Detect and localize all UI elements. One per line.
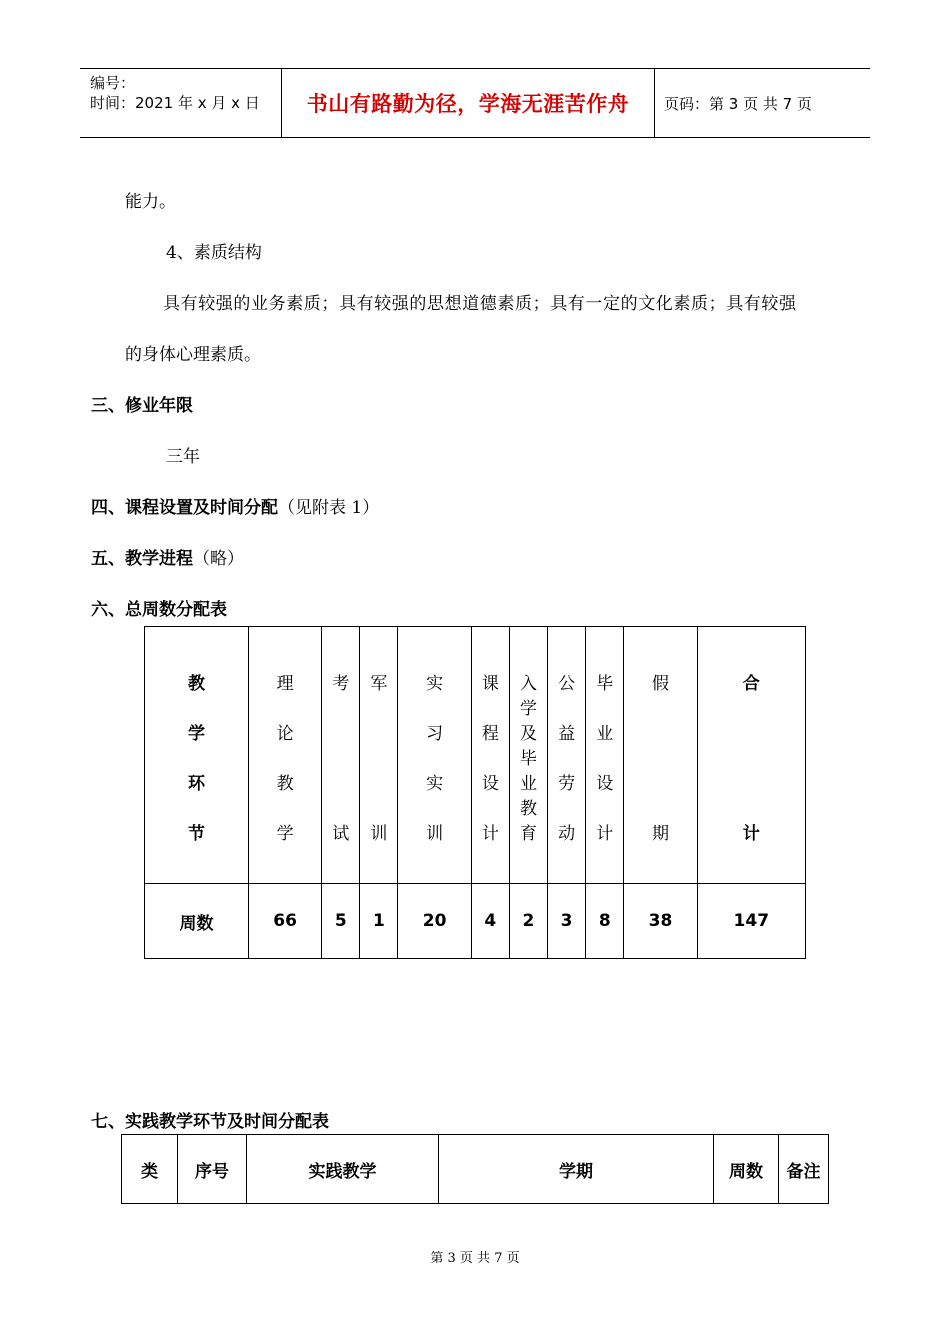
header-char: 计 (481, 824, 499, 844)
header-char: 论 (276, 724, 294, 744)
header-char: 公 (558, 674, 576, 694)
header-char: 计 (742, 824, 760, 844)
section-note: （略） (193, 549, 244, 569)
header-char: 设 (481, 774, 499, 794)
header-cell: 备注 (779, 1135, 829, 1204)
text-line: 能力。 (125, 192, 176, 212)
header-cell: 序号 (178, 1135, 247, 1204)
header-char: 合 (742, 674, 760, 694)
header-char: 及 (519, 724, 537, 744)
header-char: 军 (370, 674, 388, 694)
section-note: （见附表 1） (278, 498, 380, 518)
column-header-cell (471, 627, 509, 884)
header-cell: 实践教学 (247, 1135, 439, 1204)
column-header-cell (586, 627, 624, 884)
column-header-cell (624, 627, 697, 884)
header-char: 动 (558, 824, 576, 844)
header-char: 毕 (519, 749, 537, 769)
column-header-cell (248, 627, 321, 884)
header-char: 学 (519, 699, 537, 719)
header-cell: 周数 (714, 1135, 779, 1204)
number-label: 编号： (90, 74, 136, 92)
value-cell: 8 (586, 884, 624, 959)
header-char: 节 (187, 824, 205, 844)
value-cell: 3 (548, 884, 586, 959)
header-char: 劳 (558, 774, 576, 794)
column-header-cell (360, 627, 398, 884)
section-title: 五、教学进程 (91, 549, 193, 569)
header-char: 期 (651, 824, 669, 844)
header-char: 考 (332, 674, 350, 694)
header-char: 学 (276, 824, 294, 844)
value-cell: 147 (697, 884, 805, 959)
header-char: 设 (596, 774, 614, 794)
page-footer: 第 3 页 共 7 页 (430, 1251, 520, 1266)
header-char: 毕 (596, 674, 614, 694)
header-char: 计 (596, 824, 614, 844)
header-char: 实 (426, 774, 444, 794)
table-header-row (122, 1135, 829, 1204)
table-row (145, 884, 806, 959)
page-header (80, 68, 870, 138)
value-cell: 66 (248, 884, 321, 959)
column-header-cell (322, 627, 360, 884)
value-cell: 2 (509, 884, 547, 959)
column-header-cell (548, 627, 586, 884)
header-cell: 学期 (439, 1135, 714, 1204)
header-char: 假 (651, 674, 669, 694)
header-char: 习 (426, 724, 444, 744)
header-char: 育 (519, 824, 537, 844)
column-header-cell (697, 627, 805, 884)
value-cell: 38 (624, 884, 697, 959)
header-divider (654, 69, 655, 137)
header-char: 实 (426, 674, 444, 694)
section-text: 三年 (166, 447, 200, 467)
section-heading (91, 496, 379, 520)
header-char: 试 (332, 824, 350, 844)
time-label: 时间：2021 年 x 月 x 日 (90, 94, 260, 112)
weeks-distribution-table (144, 626, 806, 959)
column-header-cell (398, 627, 471, 884)
header-char: 业 (596, 724, 614, 744)
header-char: 入 (519, 674, 537, 694)
header-char: 程 (481, 724, 499, 744)
header-char: 课 (481, 674, 499, 694)
header-char: 训 (370, 824, 388, 844)
section-heading (91, 547, 244, 571)
table-header-row (145, 627, 806, 884)
header-char: 益 (558, 724, 576, 744)
value-cell: 5 (322, 884, 360, 959)
section-heading: 三、修业年限 (91, 396, 193, 416)
header-char: 环 (187, 774, 205, 794)
value-cell: 1 (360, 884, 398, 959)
header-char: 学 (187, 724, 205, 744)
header-page-info: 页码：第 3 页 共 7 页 (664, 94, 812, 113)
header-char: 理 (276, 674, 294, 694)
section-title: 四、课程设置及时间分配 (91, 498, 278, 518)
paragraph-line: 的身体心理素质。 (125, 345, 261, 365)
value-cell: 20 (398, 884, 471, 959)
header-meta (90, 73, 260, 113)
subheading: 4、素质结构 (166, 243, 262, 263)
header-char: 教 (519, 799, 537, 819)
value-cell: 周数 (145, 884, 249, 959)
paragraph-line: 具有较强的业务素质；具有较强的思想道德素质；具有一定的文化素质；具有较强 (163, 294, 797, 314)
practice-teaching-table (121, 1134, 829, 1204)
header-char: 业 (519, 774, 537, 794)
column-header-cell (145, 627, 249, 884)
header-char: 训 (426, 824, 444, 844)
value-cell: 4 (471, 884, 509, 959)
section-heading: 七、实践教学环节及时间分配表 (91, 1112, 329, 1132)
section-heading: 六、总周数分配表 (91, 600, 227, 620)
header-char: 教 (276, 774, 294, 794)
header-char: 教 (187, 674, 205, 694)
column-header-cell (509, 627, 547, 884)
header-cell: 类 (122, 1135, 178, 1204)
header-motto: 书山有路勤为径，学海无涯苦作舟 (306, 92, 630, 116)
